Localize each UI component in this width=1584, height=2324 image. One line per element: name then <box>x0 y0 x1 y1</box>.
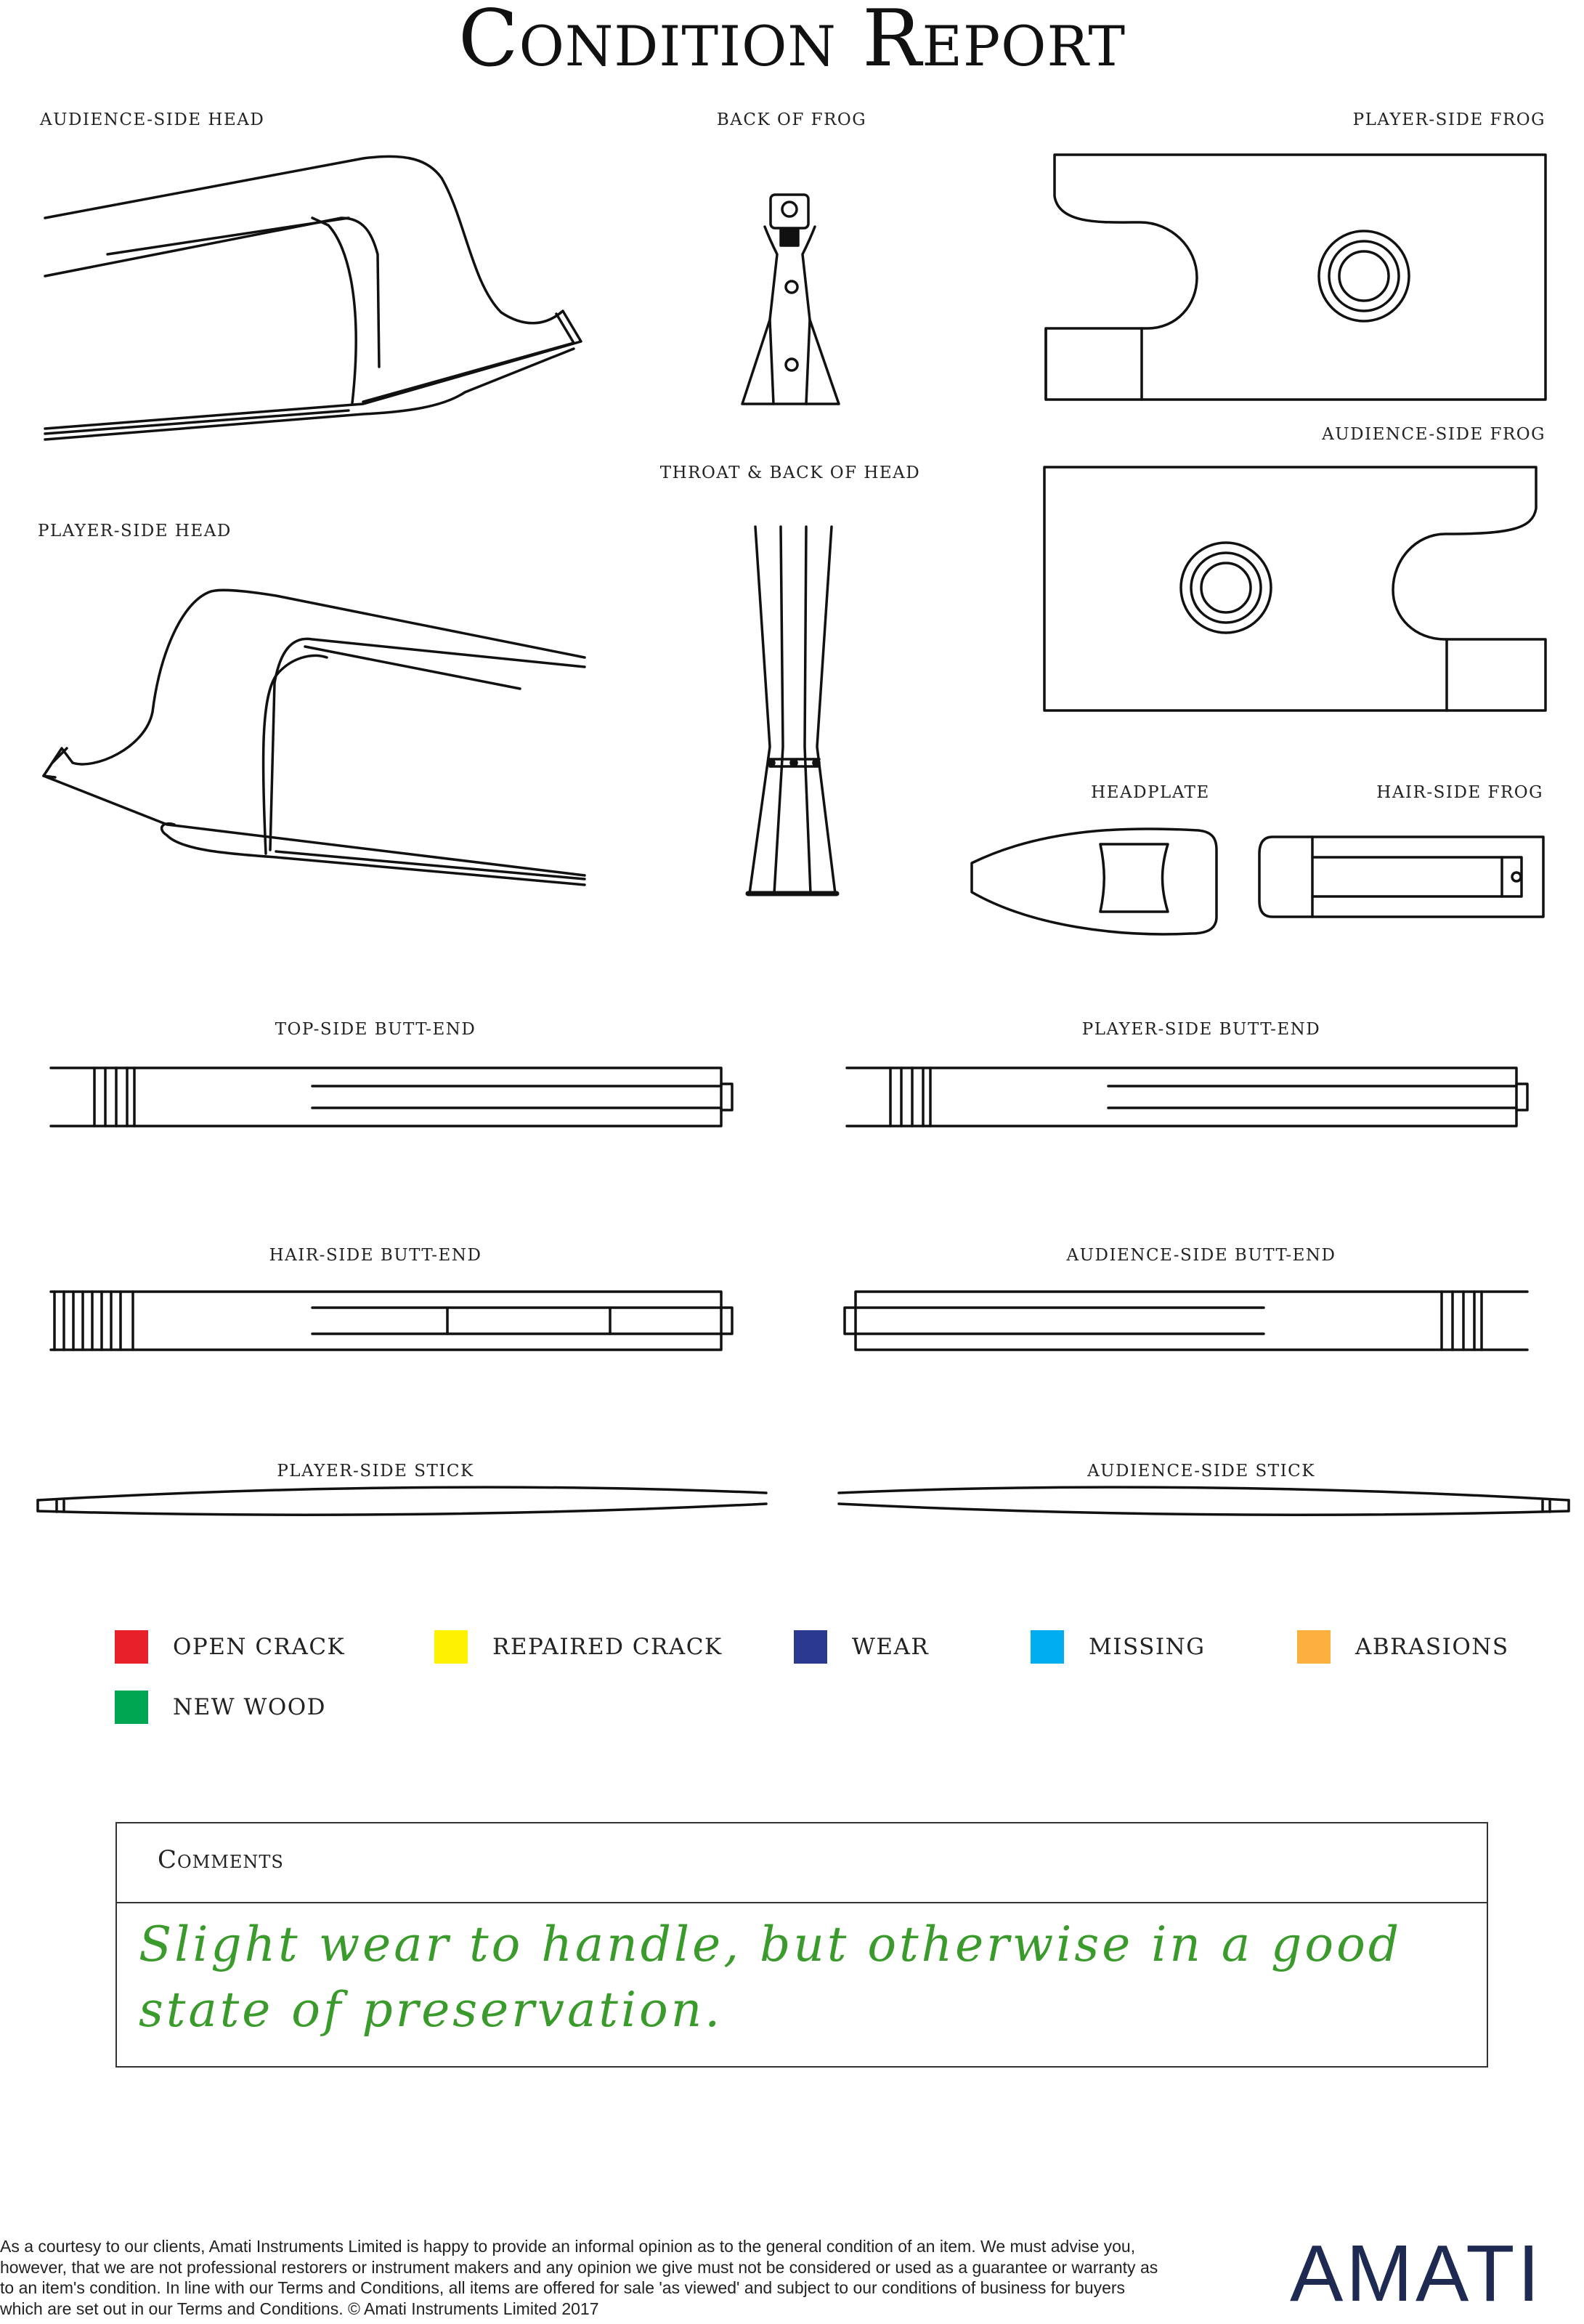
label-audience-side-head: AUDIENCE-SIDE HEAD <box>40 110 265 129</box>
page-title: Condition Report <box>458 0 1126 84</box>
label-throat-back-of-head: THROAT & BACK OF HEAD <box>659 463 921 482</box>
label-player-side-head: PLAYER-SIDE HEAD <box>38 522 232 540</box>
label-audience-side-stick: AUDIENCE-SIDE STICK <box>1087 1462 1315 1481</box>
hair-side-frog-drawing <box>1259 837 1543 917</box>
label-player-side-butt-end: PLAYER-SIDE BUTT-END <box>1081 1020 1321 1039</box>
player-side-butt-end-drawing <box>847 1068 1527 1126</box>
legend-label: WEAR <box>852 1634 930 1660</box>
label-player-side-stick: PLAYER-SIDE STICK <box>277 1462 474 1481</box>
handwritten-comment: Slight wear to handle, but otherwise in a good state of preservation. <box>139 1916 1402 2038</box>
comments-title: Comments <box>158 1845 284 1874</box>
legend-label: ABRASIONS <box>1355 1634 1509 1660</box>
legend-item-new-wood <box>115 1691 326 1724</box>
disclaimer-text: As a courtesy to our clients, Amati Instruments Limited is happy to provide an informal opinion as to the general condition of an item. We must advise you, however, that we are not professional restorers or instrument makers and any opinion we give must not be considered or used as a guarantee or warranty as to an item's condition. In line with our Terms and Conditions, all items are offered for sale 'as viewed' and subject to our conditions of business for buyers which are set out in our Terms and Conditions. © Amati Instruments Limited 2017 <box>0 2237 1158 2318</box>
legend-item-missing <box>1031 1630 1206 1664</box>
player-side-frog-drawing <box>1046 155 1546 400</box>
legend-label: REPAIRED CRACK <box>492 1634 723 1660</box>
throat-back-of-head-drawing <box>748 527 837 894</box>
legend-swatch <box>1031 1630 1064 1664</box>
legend-swatch <box>115 1691 148 1724</box>
label-back-of-frog: BACK OF FROG <box>716 110 867 129</box>
audience-side-butt-end-drawing <box>845 1292 1527 1350</box>
player-side-head-drawing <box>44 590 585 885</box>
audience-side-stick-drawing <box>839 1487 1569 1515</box>
legend-swatch <box>115 1630 148 1664</box>
legend-item-repaired-crack <box>434 1630 723 1664</box>
audience-side-frog-drawing <box>1044 467 1546 710</box>
label-player-side-frog: PLAYER-SIDE FROG <box>1352 110 1546 129</box>
label-hair-side-butt-end: HAIR-SIDE BUTT-END <box>269 1246 482 1265</box>
back-of-frog-drawing <box>742 195 839 404</box>
legend-item-wear <box>794 1630 929 1664</box>
legend-swatch <box>1297 1630 1331 1664</box>
label-audience-side-butt-end: AUDIENCE-SIDE BUTT-END <box>1066 1246 1336 1265</box>
legend-label: OPEN CRACK <box>173 1634 346 1660</box>
comments-header <box>117 1823 1487 1903</box>
headplate-drawing <box>972 829 1217 934</box>
top-side-butt-end-drawing <box>51 1068 732 1126</box>
label-top-side-butt-end: TOP-SIDE BUTT-END <box>275 1020 476 1039</box>
comments-box[interactable] <box>115 1822 1488 2068</box>
audience-side-head-drawing <box>45 156 581 440</box>
label-headplate: HEADPLATE <box>1091 783 1210 802</box>
legend-label: NEW WOOD <box>173 1694 327 1720</box>
legend-swatch <box>434 1630 468 1664</box>
label-hair-side-frog: HAIR-SIDE FROG <box>1376 783 1543 802</box>
legend-label: MISSING <box>1089 1634 1206 1660</box>
label-audience-side-frog: AUDIENCE-SIDE FROG <box>1322 425 1546 444</box>
hair-side-butt-end-drawing <box>51 1292 732 1350</box>
legend-item-open-crack <box>115 1630 345 1664</box>
amati-logo: AMATI <box>1290 2229 1543 2318</box>
legend-swatch <box>794 1630 827 1664</box>
player-side-stick-drawing <box>38 1487 766 1515</box>
legend-item-abrasions <box>1297 1630 1509 1664</box>
